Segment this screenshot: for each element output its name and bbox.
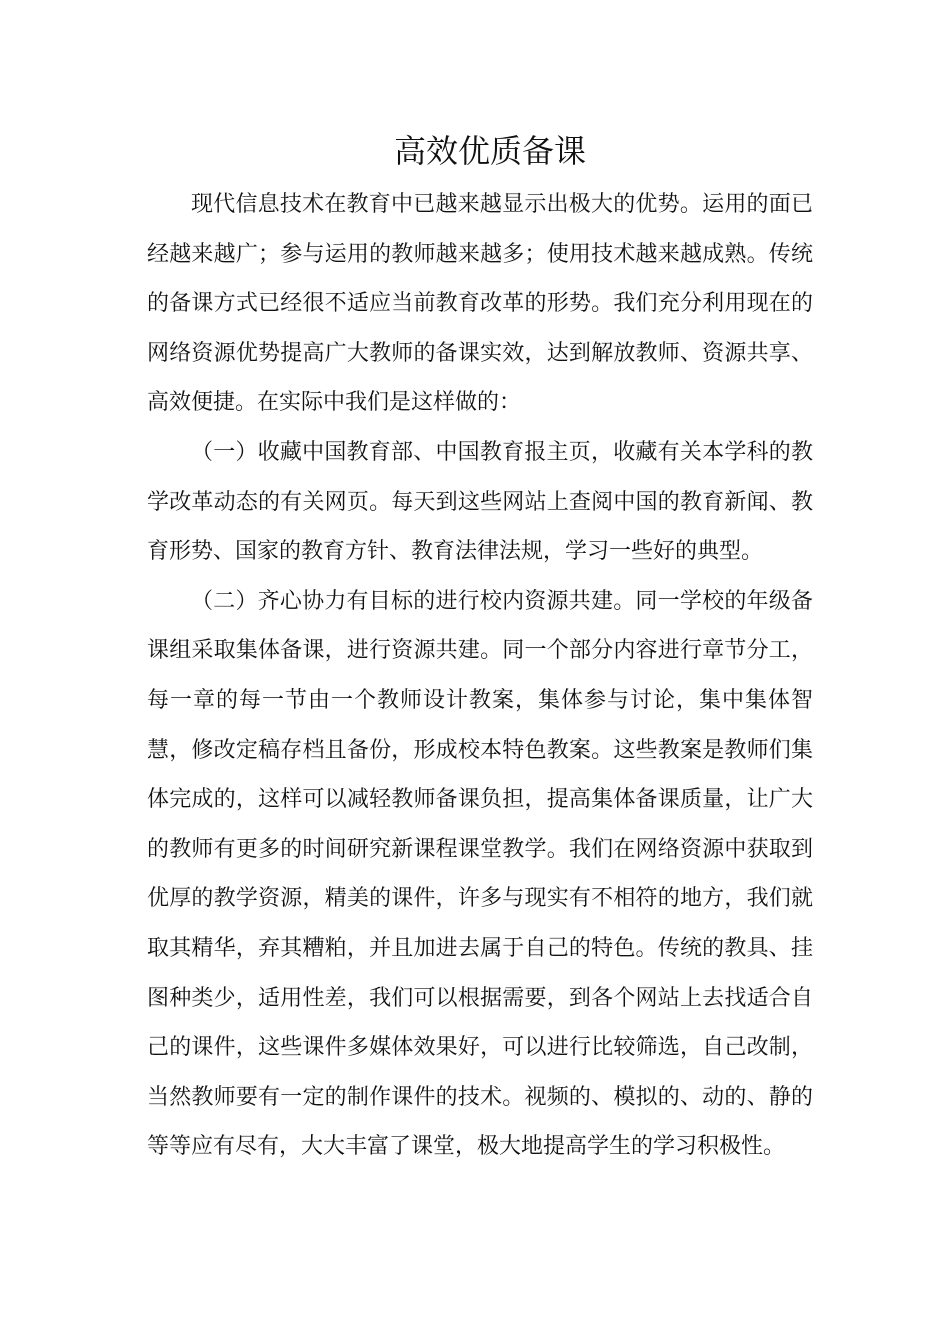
paragraph-intro: 现代信息技术在教育中已越来越显示出极大的优势。运用的面已经越来越广；参与运用的教师越来越多；使用技术越来越成熟。传统的备课方式已经很不适应当前教育改革的形势。我们充分利用现在的网络资源优势提高广大教师的备课实效，达到解放教师、资源共享、高效便捷。在实际中我们是这样做的： [147, 192, 813, 416]
document-body [147, 180, 813, 1172]
document-title: 高效优质备课 [393, 132, 586, 170]
paragraph-item-2: （二）齐心协力有目标的进行校内资源共建。同一学校的年级备课组采取集体备课，进行资源共建。同一个部分内容进行章节分工，每一章的每一节由一个教师设计教案，集体参与讨论，集中集体智慧，修改定稿存档且备份，形成校本特色教案。这些教案是教师们集体完成的，这样可以减轻教师备课负担，提高集体备课质量，让广大的教师有更多的时间研究新课程课堂教学。我们在网络资源中获取到优厚的教学资源，精美的课件，许多与现实有不相符的地方，我们就取其精华，弃其糟粕，并且加进去属于自己的特色。传统的教具、挂图种类少，适用性差，我们可以根据需要，到各个网站上去找适合自己的课件，这些课件多媒体效果好，可以进行比较筛选，自己改制，当然教师要有一定的制作课件的技术。视频的、模拟的、动的、静的等等应有尽有，大大丰富了课堂，极大地提高学生的学习积极性。 [147, 588, 813, 1160]
paragraph-item-1: （一）收藏中国教育部、中国教育报主页，收藏有关本学科的教学改革动态的有关网页。每天到这些网站上查阅中国的教育新闻、教育形势、国家的教育方针、教育法律法规，学习一些好的典型。 [147, 439, 813, 565]
